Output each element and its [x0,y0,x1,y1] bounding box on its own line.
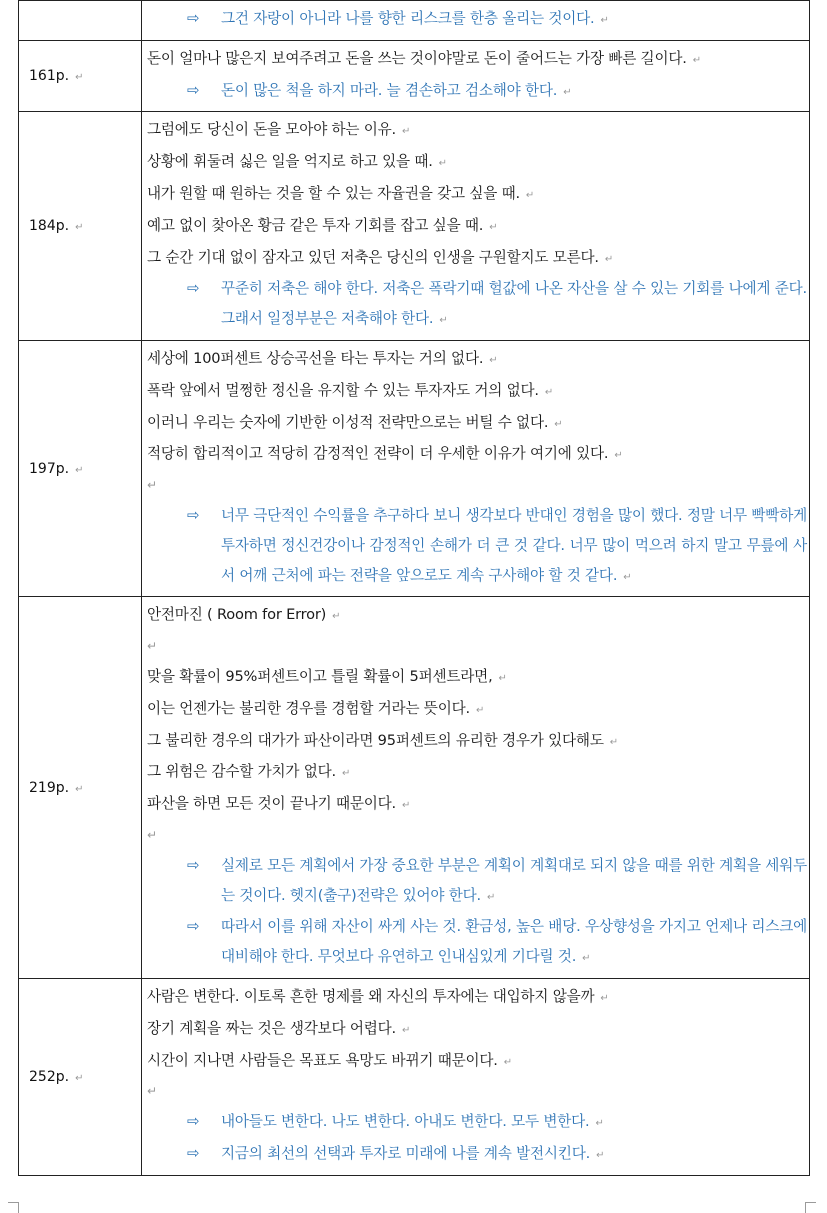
page-number-cell [19,40,142,112]
reflection-content: 너무 극단적인 수익률을 추구하다 보니 생각보다 반대인 경험을 많이 했다. 정말 너무 빡빡하게 투자하면 정신건강이나 감정적인 손해가 더 큰 것 같다. 너무 많이 먹으려 하지 말고 무릎에 사서 어깨 근처에 파는 전략을 앞으로도 계속 구사해야 할 것 같다. [221,506,807,584]
paragraph-mark: ↵ [75,1072,84,1084]
reflection-note [147,76,807,108]
reflection-note [147,1139,807,1171]
paragraph-mark: ↵ [341,768,351,780]
page-number: 161p. [29,68,70,85]
paragraph-mark: ↵ [614,450,623,462]
reflection-content: 돈이 많은 척을 하지 마라. 늘 겸손하고 검소해야 한다. [221,81,558,99]
quote-text: 안전마진 ( Room for Error) [147,606,327,624]
quote-text: 맞을 확률이 95%퍼센트이고 틀릴 확률이 5퍼센트라면, [147,667,493,685]
quote-line [147,115,807,147]
reflection-text [221,1139,807,1171]
content-cell [142,40,810,112]
quote-text: 폭락 앞에서 멀쩡한 정신을 유지할 수 있는 투자자도 거의 없다. [147,381,539,399]
paragraph-mark: ↵ [402,800,411,812]
quote-text: 세상에 100퍼센트 상승곡선을 타는 투자는 거의 없다. [147,349,484,367]
paragraph-mark: ↵ [402,126,411,138]
page-number-cell [19,597,142,979]
quote-line [147,726,807,758]
content-cell [142,597,810,979]
reflection-content: 지금의 최선의 선택과 투자로 미래에 나를 계속 발전시킨다. [221,1144,591,1162]
quote-text: 적당히 합리적이고 적당히 감정적인 전략이 더 우세한 이유가 여기에 있다. [147,445,609,463]
quote-text: 상황에 휘둘려 싫은 일을 억지로 하고 있을 때. [147,153,433,171]
table-row [19,597,810,979]
arrow-icon: ⇨ [187,855,200,874]
quote-line [147,757,807,789]
reflection-text [221,1107,807,1139]
page-number-cell [19,978,142,1175]
quote-line [147,600,807,632]
page-number: 252p. [29,1068,70,1085]
reflection-note [147,501,807,592]
arrow-icon: ⇨ [187,505,200,524]
paragraph-mark: ↵ [75,222,84,234]
quote-line [147,662,807,694]
reflection-note [147,912,807,974]
crop-mark-bottom-right [805,1202,816,1213]
paragraph-mark: ↵ [439,315,448,327]
reflection-content: 그건 자랑이 아니라 나를 향한 리스크를 한층 올리는 것이다. [221,10,595,27]
quote-line [147,1046,807,1078]
paragraph-mark: ↵ [75,72,84,84]
quote-line [147,179,807,211]
paragraph-mark: ↵ [582,953,591,965]
content-cell [142,340,810,596]
reflection-note [147,1107,807,1139]
quote-text: 그 순간 기대 없이 잠자고 있던 저축은 당신의 인생을 구원할지도 모른다. [147,248,599,266]
quote-line [147,982,807,1014]
paragraph-mark: ↵ [475,704,485,716]
quote-text: 장기 계획을 짜는 것은 생각보다 어렵다. [147,1019,396,1037]
crop-mark-bottom-left [8,1202,19,1213]
arrow-icon: ⇨ [187,1143,200,1162]
reflection-text [221,274,807,336]
content-cell [142,112,810,341]
reflection-text [221,76,807,108]
quote-line [147,694,807,726]
paragraph-mark: ↵ [486,891,496,903]
table-row [19,1,810,41]
reflection-content: 꾸준히 저축은 해야 한다. 저축은 폭락기때 헐값에 나온 자산을 살 수 있는 기회를 나에게 준다. 그래서 일정부분은 저축해야 한다. [221,280,807,328]
quote-line [147,147,807,179]
content-cell [142,1,810,41]
arrow-icon: ⇨ [187,917,200,936]
paragraph-mark: ↵ [600,992,609,1004]
table-body [19,1,810,1176]
blank-line: ↵ [147,827,158,842]
paragraph-mark: ↵ [595,1118,604,1130]
paragraph-mark: ↵ [600,15,609,26]
page-number: 184p. [29,218,70,235]
quote-text: 내가 원할 때 원하는 것을 할 수 있는 자율권을 갖고 싶을 때. [147,184,520,202]
paragraph-mark: ↵ [609,736,618,748]
reflection-text [221,501,807,592]
paragraph-mark: ↵ [563,86,572,98]
quote-text: 돈이 얼마나 많은지 보여주려고 돈을 쓰는 것이야말로 돈이 줄어드는 가장 빠른 길이다. [147,49,687,67]
table-row [19,112,810,341]
page-number-cell [19,340,142,596]
paragraph-mark: ↵ [525,189,535,201]
quote-text: 그 불리한 경우의 대가가 파산이라면 95퍼센트의 유리한 경우가 있다해도 [147,731,604,749]
quote-text: 예고 없이 찾아온 황금 같은 투자 기회를 잡고 싶을 때. [147,216,484,234]
quote-text: 그럼에도 당신이 돈을 모아야 하는 이유. [147,121,396,139]
reflection-content: 실제로 모든 계획에서 가장 중요한 부분은 계획이 계획대로 되지 않을 때를 위한 계획을 세워두는 것이다. 헷지(출구)전략은 있어야 한다. [221,856,807,904]
reflection-note [147,851,807,913]
paragraph-mark: ↵ [692,54,701,66]
blank-line: ↵ [147,1084,158,1099]
quote-text: 이러니 우리는 숫자에 기반한 이성적 전략만으로는 버틸 수 없다. [147,413,549,431]
page-number: 219p. [29,779,70,796]
paragraph-mark: ↵ [604,253,614,265]
quote-text: 사람은 변한다. 이토록 흔한 명제를 왜 자신의 투자에는 대입하지 않을까 [147,987,595,1005]
quote-line [147,1014,807,1046]
quote-line [147,376,807,408]
quote-line [147,789,807,821]
quote-text: 그 위험은 감수할 가치가 없다. [147,763,336,781]
arrow-icon: ⇨ [187,80,200,99]
arrow-icon: ⇨ [187,1112,200,1131]
quote-line [147,211,807,243]
paragraph-mark: ↵ [489,354,498,366]
reflection-text [221,912,807,974]
reflection-text [221,851,807,913]
paragraph-mark: ↵ [75,783,84,795]
paragraph-mark: ↵ [544,386,554,398]
reflection-content: 따라서 이를 위해 자산이 싸게 사는 것. 환금성, 높은 배당. 우상향성을 가지고 언제나 리스크에 대비해야 한다. 무엇보다 유연하고 인내심있게 기다릴 것. [221,918,807,966]
quote-text: 파산을 하면 모든 것이 끝나기 때문이다. [147,795,396,813]
table-row [19,340,810,596]
paragraph-mark: ↵ [75,464,84,476]
paragraph-mark: ↵ [498,672,507,684]
table-row [19,40,810,112]
paragraph-mark: ↵ [503,1056,512,1068]
arrow-icon: ⇨ [187,9,200,27]
paragraph-mark: ↵ [332,611,341,623]
page-number-cell [19,1,142,41]
content-cell [142,978,810,1175]
paragraph-mark: ↵ [596,1149,605,1161]
paragraph-mark: ↵ [623,571,632,583]
blank-line: ↵ [147,639,158,654]
table-row [19,978,810,1175]
reflection-note [147,274,807,336]
paragraph-mark: ↵ [554,418,563,430]
reflection-text [221,4,807,36]
quote-line [147,344,807,376]
reflection-note [147,4,807,36]
paragraph-mark: ↵ [438,158,447,170]
quote-text: 이는 언젠가는 불리한 경우를 경험할 거라는 뜻이다. [147,699,470,717]
paragraph-mark: ↵ [489,221,498,233]
quote-line [147,439,807,471]
quote-line [147,408,807,440]
reading-notes-table [18,0,810,1176]
blank-line: ↵ [147,478,158,493]
reflection-content: 내아들도 변한다. 나도 변한다. 아내도 변한다. 모두 변한다. [221,1113,590,1131]
page-number-cell [19,112,142,341]
page-number: 197p. [29,460,70,477]
quote-line [147,243,807,275]
quote-text: 시간이 지나면 사람들은 목표도 욕망도 바뀌기 때문이다. [147,1051,498,1069]
arrow-icon: ⇨ [187,279,200,298]
quote-line [147,44,807,76]
paragraph-mark: ↵ [402,1024,411,1036]
